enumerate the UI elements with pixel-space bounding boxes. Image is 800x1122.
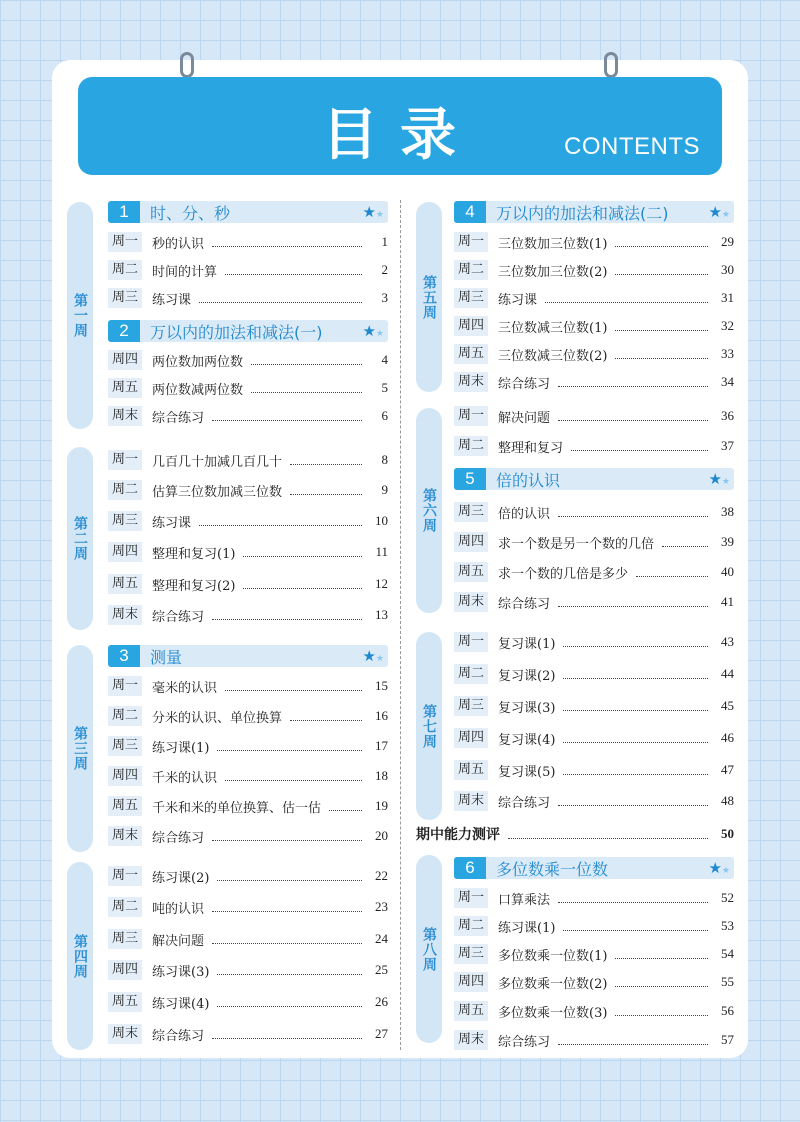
- lesson-title: 分米的认识、单位换算: [152, 710, 283, 726]
- page-number: 54: [721, 946, 734, 961]
- day-label: 周一: [454, 232, 488, 252]
- page-number: 41: [721, 594, 734, 609]
- page-title: 目录: [322, 103, 478, 168]
- page-number: 1: [381, 234, 388, 249]
- lesson-title: 综合练习: [152, 1028, 205, 1044]
- lesson-title: 秒的认识: [152, 236, 205, 252]
- page-number: 25: [375, 962, 388, 977]
- week-label: 第一周: [72, 293, 88, 338]
- day-label: 周一: [454, 888, 488, 908]
- day-label: 周末: [454, 372, 488, 392]
- day-label: 周二: [454, 436, 488, 456]
- page-number: 38: [721, 504, 734, 519]
- day-label: 周二: [454, 916, 488, 936]
- page-number: 5: [381, 380, 388, 395]
- page-number: 23: [375, 899, 388, 914]
- binder-ring-right: [604, 52, 618, 78]
- column-divider: [400, 200, 401, 1050]
- dot-leader: [217, 997, 362, 1007]
- day-label: 周三: [108, 736, 142, 756]
- toc-entry[interactable]: [454, 727, 734, 749]
- lesson-title: 综合练习: [498, 795, 551, 811]
- page-number: 22: [375, 868, 388, 883]
- dot-leader: [251, 383, 362, 393]
- day-label: 周一: [454, 632, 488, 652]
- page-number: 36: [721, 408, 734, 423]
- unit-number: 3: [108, 645, 140, 667]
- lesson-title: 练习课(1): [498, 920, 556, 936]
- unit-number: 5: [454, 468, 486, 490]
- toc-entry[interactable]: [454, 1000, 734, 1022]
- day-label: 周二: [108, 706, 142, 726]
- dot-leader: [199, 516, 362, 526]
- day-label: 周五: [454, 562, 488, 582]
- lesson-title: 倍的认识: [498, 506, 551, 522]
- page-number: 52: [721, 890, 734, 905]
- star-icon: ★★: [362, 203, 384, 221]
- page-number: 6: [381, 408, 388, 423]
- lesson-title: 时间的计算: [152, 264, 218, 280]
- toc-entry[interactable]: [454, 1029, 734, 1051]
- day-label: 周四: [454, 972, 488, 992]
- lesson-title: 练习课(4): [152, 996, 210, 1012]
- page-number: 8: [381, 452, 388, 467]
- lesson-title: 复习课(2): [498, 668, 556, 684]
- lesson-title: 练习课(1): [152, 740, 210, 756]
- day-label: 周四: [108, 542, 142, 562]
- binder-ring-left: [180, 52, 194, 78]
- toc-entry[interactable]: [108, 231, 388, 253]
- week-tab: [416, 855, 442, 1043]
- toc-entry[interactable]: [108, 479, 388, 501]
- toc-entry[interactable]: [454, 501, 734, 523]
- star-icon: ★★: [708, 203, 730, 221]
- day-label: 周三: [454, 502, 488, 522]
- page-number: 44: [721, 666, 734, 681]
- toc-entry[interactable]: [108, 795, 388, 817]
- lesson-title: 综合练习: [498, 376, 551, 392]
- week-label: 第五周: [421, 274, 437, 320]
- dot-leader: [558, 377, 708, 387]
- toc-entry[interactable]: [454, 231, 734, 253]
- day-label: 周五: [454, 344, 488, 364]
- day-label: 周四: [454, 316, 488, 336]
- toc-entry[interactable]: [454, 435, 734, 457]
- week-label: 第四周: [72, 933, 88, 979]
- dot-leader: [615, 1006, 708, 1016]
- day-label: 周四: [108, 766, 142, 786]
- page-number: 3: [381, 290, 388, 305]
- day-label: 周四: [454, 532, 488, 552]
- day-label: 周末: [454, 592, 488, 612]
- page-number: 40: [721, 564, 734, 579]
- page-number: 17: [375, 738, 388, 753]
- page-number: 31: [721, 290, 734, 305]
- lesson-title: 千米和米的单位换算、估一估: [152, 800, 322, 816]
- toc-entry[interactable]: [108, 1023, 388, 1045]
- dot-leader: [558, 597, 708, 607]
- week-tab: [67, 862, 93, 1050]
- dot-leader: [558, 507, 708, 517]
- toc-entry[interactable]: [108, 865, 388, 887]
- page-number: 20: [375, 828, 388, 843]
- dot-leader: [563, 669, 708, 679]
- toc-entry[interactable]: [108, 604, 388, 626]
- lesson-title: 多位数乘一位数(2): [498, 976, 608, 992]
- lesson-title: 复习课(3): [498, 700, 556, 716]
- page-number: 57: [721, 1032, 734, 1047]
- lesson-title: 练习课: [498, 292, 538, 308]
- toc-entry[interactable]: [108, 896, 388, 918]
- toc-entry[interactable]: [454, 531, 734, 553]
- day-label: 周一: [454, 406, 488, 426]
- day-label: 周末: [108, 1024, 142, 1044]
- day-label: 周一: [108, 232, 142, 252]
- week-tab: [67, 447, 93, 630]
- day-label: 周五: [108, 378, 142, 398]
- toc-entry[interactable]: [108, 349, 388, 371]
- dot-leader: [251, 355, 362, 365]
- day-label: 周二: [108, 480, 142, 500]
- toc-entry[interactable]: [108, 959, 388, 981]
- lesson-title: 整理和复习(1): [152, 546, 236, 562]
- toc-entry[interactable]: [108, 449, 388, 471]
- page-number: 4: [381, 352, 388, 367]
- lesson-title: 多位数乘一位数(1): [498, 948, 608, 964]
- page-number: 45: [721, 698, 734, 713]
- day-label: 周二: [454, 664, 488, 684]
- lesson-title: 两位数加两位数: [152, 354, 244, 370]
- midterm-entry[interactable]: [416, 823, 734, 845]
- day-label: 周五: [454, 760, 488, 780]
- unit-title: 多位数乘一位数: [496, 859, 609, 879]
- dot-leader: [212, 934, 362, 944]
- unit-heading[interactable]: [454, 201, 734, 223]
- page-number: 26: [375, 994, 388, 1009]
- dot-leader: [563, 733, 708, 743]
- toc-entry[interactable]: [108, 541, 388, 563]
- page-number: 24: [375, 931, 388, 946]
- dot-leader: [558, 411, 708, 421]
- day-label: 周五: [108, 574, 142, 594]
- week-tab: [416, 202, 442, 392]
- dot-leader: [212, 411, 362, 421]
- dot-leader: [508, 829, 708, 839]
- dot-leader: [217, 965, 362, 975]
- toc-entry[interactable]: [454, 343, 734, 365]
- unit-heading[interactable]: [108, 645, 388, 667]
- page-number: 55: [721, 974, 734, 989]
- toc-entry[interactable]: [454, 315, 734, 337]
- toc-entry[interactable]: [108, 705, 388, 727]
- page-number: 15: [375, 678, 388, 693]
- toc-entry[interactable]: [108, 928, 388, 950]
- day-label: 周一: [108, 676, 142, 696]
- day-label: 周一: [108, 450, 142, 470]
- dot-leader: [615, 321, 708, 331]
- lesson-title: 三位数减三位数(2): [498, 348, 608, 364]
- dot-leader: [563, 765, 708, 775]
- page-number: 19: [375, 798, 388, 813]
- dot-leader: [243, 547, 362, 557]
- week-label: 第三周: [72, 726, 88, 771]
- day-label: 周末: [454, 1030, 488, 1050]
- week-tab: [416, 632, 442, 820]
- dot-leader: [563, 701, 708, 711]
- day-label: 周五: [454, 1001, 488, 1021]
- day-label: 周末: [454, 791, 488, 811]
- dot-leader: [636, 567, 708, 577]
- lesson-title: 整理和复习: [498, 440, 564, 456]
- unit-number: 4: [454, 201, 486, 223]
- star-icon: ★★: [362, 647, 384, 665]
- dot-leader: [290, 711, 362, 721]
- dot-leader: [225, 265, 362, 275]
- toc-entry[interactable]: [108, 825, 388, 847]
- day-label: 周五: [108, 992, 142, 1012]
- day-label: 周三: [108, 929, 142, 949]
- toc-entry[interactable]: [454, 259, 734, 281]
- dot-leader: [212, 610, 362, 620]
- page-number: 46: [721, 730, 734, 745]
- toc-entry[interactable]: [454, 371, 734, 393]
- page-number: 37: [721, 438, 734, 453]
- page-number: 13: [375, 607, 388, 622]
- dot-leader: [199, 293, 362, 303]
- unit-title: 万以内的加法和减法(二): [496, 203, 669, 223]
- dot-leader: [217, 871, 362, 881]
- toc-entry[interactable]: [108, 405, 388, 427]
- dot-leader: [225, 681, 362, 691]
- unit-heading[interactable]: [108, 320, 388, 342]
- toc-entry[interactable]: [108, 675, 388, 697]
- lesson-title: 几百几十加减几百几十: [152, 454, 283, 470]
- lesson-title: 复习课(4): [498, 732, 556, 748]
- day-label: 周二: [108, 897, 142, 917]
- page-number: 32: [721, 318, 734, 333]
- lesson-title: 多位数乘一位数(3): [498, 1005, 608, 1021]
- lesson-title: 综合练习: [152, 830, 205, 846]
- toc-entry[interactable]: [108, 287, 388, 309]
- unit-number: 2: [108, 320, 140, 342]
- dot-leader: [243, 579, 362, 589]
- lesson-title: 综合练习: [498, 1034, 551, 1050]
- day-label: 周一: [108, 866, 142, 886]
- dot-leader: [558, 893, 708, 903]
- lesson-title: 口算乘法: [498, 892, 551, 908]
- lesson-title: 估算三位数加减三位数: [152, 484, 283, 500]
- toc-entry[interactable]: [454, 405, 734, 427]
- toc-entry[interactable]: [454, 759, 734, 781]
- dot-leader: [558, 1035, 708, 1045]
- lesson-title: 三位数减三位数(1): [498, 320, 608, 336]
- unit-heading[interactable]: [108, 201, 388, 223]
- toc-entry[interactable]: [454, 663, 734, 685]
- dot-leader: [662, 537, 708, 547]
- page-number: 16: [375, 708, 388, 723]
- lesson-title: 复习课(1): [498, 636, 556, 652]
- lesson-title: 综合练习: [498, 596, 551, 612]
- day-label: 周三: [454, 288, 488, 308]
- page-subtitle: CONTENTS: [564, 133, 700, 160]
- star-icon: ★★: [362, 322, 384, 340]
- dot-leader: [615, 237, 708, 247]
- week-tab: [67, 645, 93, 852]
- day-label: 周四: [108, 960, 142, 980]
- dot-leader: [290, 485, 362, 495]
- unit-number: 6: [454, 857, 486, 879]
- toc-entry[interactable]: [454, 287, 734, 309]
- star-icon: ★★: [708, 859, 730, 877]
- page-number: 50: [721, 826, 734, 841]
- lesson-title: 复习课(5): [498, 764, 556, 780]
- toc-entry[interactable]: [454, 943, 734, 965]
- day-label: 周末: [108, 826, 142, 846]
- lesson-title: 综合练习: [152, 609, 205, 625]
- toc-entry[interactable]: [454, 971, 734, 993]
- toc-entry[interactable]: [108, 991, 388, 1013]
- page-number: 29: [721, 234, 734, 249]
- dot-leader: [217, 741, 362, 751]
- page-number: 11: [375, 544, 388, 559]
- toc-entry[interactable]: [108, 510, 388, 532]
- day-label: 周三: [454, 696, 488, 716]
- toc-entry[interactable]: [454, 631, 734, 653]
- day-label: 周五: [108, 796, 142, 816]
- dot-leader: [571, 441, 708, 451]
- toc-entry[interactable]: [454, 887, 734, 909]
- day-label: 周末: [108, 406, 142, 426]
- lesson-title: 练习课: [152, 292, 192, 308]
- lesson-title: 求一个数的几倍是多少: [498, 566, 629, 582]
- dot-leader: [615, 977, 708, 987]
- toc-entry[interactable]: [108, 765, 388, 787]
- toc-entry[interactable]: [108, 259, 388, 281]
- page-number: 43: [721, 634, 734, 649]
- page-number: 33: [721, 346, 734, 361]
- page-number: 18: [375, 768, 388, 783]
- day-label: 周二: [108, 260, 142, 280]
- dot-leader: [563, 921, 708, 931]
- lesson-title: 三位数加三位数(2): [498, 264, 608, 280]
- toc-entry[interactable]: [454, 591, 734, 613]
- page-number: 27: [375, 1026, 388, 1041]
- lesson-title: 练习课: [152, 515, 192, 531]
- header-banner: [78, 77, 722, 175]
- dot-leader: [558, 796, 708, 806]
- lesson-title: 解决问题: [152, 933, 205, 949]
- lesson-title: 练习课(3): [152, 964, 210, 980]
- page-number: 53: [721, 918, 734, 933]
- dot-leader: [545, 293, 708, 303]
- dot-leader: [212, 237, 362, 247]
- toc-entry[interactable]: [454, 561, 734, 583]
- lesson-title: 千米的认识: [152, 770, 218, 786]
- page-number: 47: [721, 762, 734, 777]
- page-number: 12: [375, 576, 388, 591]
- dot-leader: [212, 1029, 362, 1039]
- unit-title: 测量: [150, 647, 183, 667]
- star-icon: ★★: [708, 470, 730, 488]
- page-number: 30: [721, 262, 734, 277]
- unit-title: 万以内的加法和减法(一): [150, 322, 323, 342]
- page-number: 56: [721, 1003, 734, 1018]
- toc-entry[interactable]: [108, 377, 388, 399]
- lesson-title: 吨的认识: [152, 901, 205, 917]
- lesson-title: 毫米的认识: [152, 680, 218, 696]
- unit-heading[interactable]: [454, 857, 734, 879]
- day-label: 周二: [454, 260, 488, 280]
- day-label: 周三: [454, 944, 488, 964]
- toc-entry[interactable]: [454, 790, 734, 812]
- dot-leader: [290, 455, 362, 465]
- day-label: 周四: [454, 728, 488, 748]
- lesson-title: 整理和复习(2): [152, 578, 236, 594]
- week-label: 第八周: [421, 926, 437, 972]
- dot-leader: [212, 902, 362, 912]
- week-label: 第六周: [421, 488, 437, 533]
- dot-leader: [212, 831, 362, 841]
- page-number: 48: [721, 793, 734, 808]
- week-tab: [67, 202, 93, 429]
- toc-entry[interactable]: [108, 735, 388, 757]
- week-label: 第二周: [72, 516, 88, 561]
- page-number: 10: [375, 513, 388, 528]
- unit-heading[interactable]: [454, 468, 734, 490]
- toc-entry[interactable]: [454, 695, 734, 717]
- lesson-title: 解决问题: [498, 410, 551, 426]
- week-tab: [416, 408, 442, 613]
- day-label: 周四: [108, 350, 142, 370]
- lesson-title: 三位数加三位数(1): [498, 236, 608, 252]
- toc-entry[interactable]: [108, 573, 388, 595]
- lesson-title: 练习课(2): [152, 870, 210, 886]
- lesson-title: 求一个数是另一个数的几倍: [498, 536, 655, 552]
- page-number: 2: [381, 262, 388, 277]
- page-number: 9: [381, 482, 388, 497]
- day-label: 周三: [108, 288, 142, 308]
- day-label: 周末: [108, 605, 142, 625]
- lesson-title: 综合练习: [152, 410, 205, 426]
- dot-leader: [615, 265, 708, 275]
- dot-leader: [225, 771, 362, 781]
- toc-entry[interactable]: [454, 915, 734, 937]
- page-number: 39: [721, 534, 734, 549]
- unit-title: 时、分、秒: [150, 203, 231, 223]
- lesson-title: 两位数减两位数: [152, 382, 244, 398]
- dot-leader: [615, 349, 708, 359]
- dot-leader: [563, 637, 708, 647]
- page-number: 34: [721, 374, 734, 389]
- unit-number: 1: [108, 201, 140, 223]
- week-label: 第七周: [421, 703, 437, 749]
- unit-title: 倍的认识: [496, 470, 561, 490]
- dot-leader: [615, 949, 708, 959]
- midterm-title: 期中能力测评: [416, 827, 500, 843]
- day-label: 周三: [108, 511, 142, 531]
- dot-leader: [329, 801, 362, 811]
